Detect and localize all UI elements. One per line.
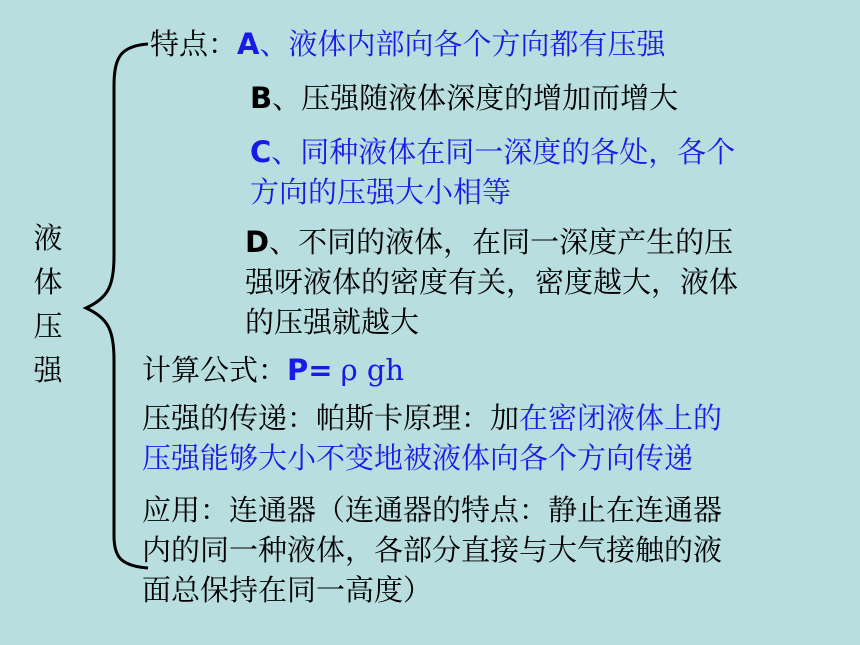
topic-char: 体 xyxy=(33,265,63,299)
topic-char: 强 xyxy=(33,353,63,387)
topic-char: 液 xyxy=(33,221,63,255)
feature-b-row xyxy=(250,78,678,118)
feature-d-line3: 的压强就越大 xyxy=(245,305,420,339)
feature-d-line1 xyxy=(245,222,733,262)
application-line3: 面总保持在同一高度） xyxy=(142,573,433,607)
features-label: 特点： xyxy=(150,27,238,61)
transmission-prefix: 压强的传递：帕斯卡原理：加 xyxy=(142,401,520,435)
transmission-line1 xyxy=(142,398,722,438)
feature-c-letter: C xyxy=(250,135,272,169)
formula-lhs: P= xyxy=(287,353,333,387)
feature-b-letter: B xyxy=(250,81,273,115)
feature-d-letter: D xyxy=(245,225,270,259)
feature-b-text: 、压强随液体深度的增加而增大 xyxy=(272,81,679,115)
transmission-blue1: 在密闭液体上的 xyxy=(519,401,723,435)
formula-rhs: ρ gh xyxy=(340,353,405,387)
feature-d-line2: 强呀液体的密度有关，密度越大，液体 xyxy=(245,265,739,299)
transmission-line2: 压强能够大小不变地被液体向各个方向传递 xyxy=(142,441,694,475)
feature-c-line1 xyxy=(250,132,735,172)
application-line2: 内的同一种液体，各部分直接与大气接触的液 xyxy=(142,533,723,567)
topic-title xyxy=(28,216,68,392)
feature-c-line2: 方向的压强大小相等 xyxy=(250,175,512,209)
formula-row xyxy=(142,350,404,390)
feature-a-letter: A xyxy=(237,27,260,61)
feature-d-text: 、不同的液体，在同一深度产生的压 xyxy=(269,225,734,259)
topic-char: 压 xyxy=(33,309,63,343)
curly-brace-icon xyxy=(80,36,150,576)
feature-a-row xyxy=(150,24,665,64)
feature-c-text: 、同种液体在同一深度的各处，各个 xyxy=(271,135,736,169)
application-line1: 应用：连通器（连通器的特点：静止在连通器 xyxy=(142,493,723,527)
formula-label: 计算公式： xyxy=(142,353,288,387)
feature-a-text: 、液体内部向各个方向都有压强 xyxy=(259,27,666,61)
